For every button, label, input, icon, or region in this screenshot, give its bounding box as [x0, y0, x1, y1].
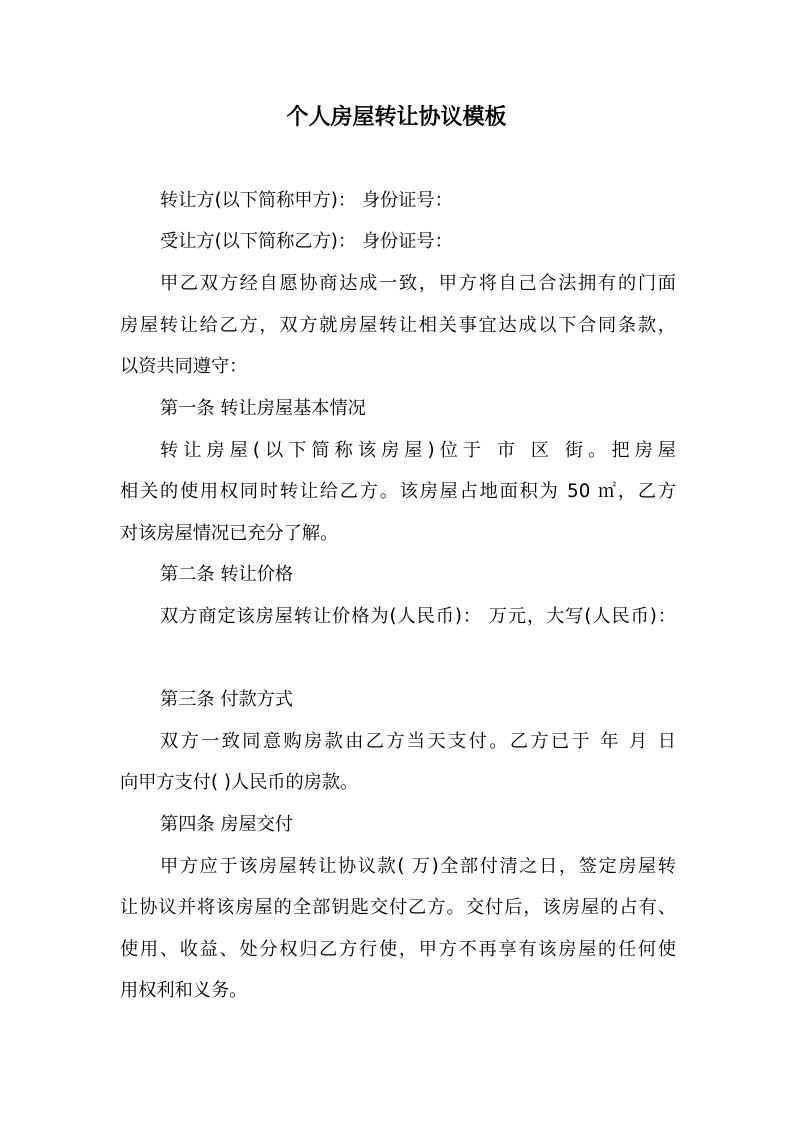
paragraph-line: 甲方应于该房屋转让协议款( 万)全部付清之日，签定房屋转: [160, 856, 676, 877]
paragraph-line: 双方商定该房屋转让价格为(人民币)： 万元，大写(人民币)：: [160, 606, 676, 627]
transferee-line: 受让方(以下简称乙方)： 身份证号：: [160, 231, 453, 252]
article-3-heading: 第三条 付款方式: [160, 689, 294, 710]
paragraph-line: 向甲方支付( )人民币的房款。: [120, 772, 359, 793]
paragraph-line: 房屋转让给乙方，双方就房屋转让相关事宜达成以下合同条款，: [120, 315, 676, 336]
paragraph-line: 双方一致同意购房款由乙方当天支付。乙方已于 年 月 日: [160, 731, 676, 752]
paragraph-line: 甲乙双方经自愿协商达成一致，甲方将自己合法拥有的门面: [160, 273, 676, 294]
article-1-heading: 第一条 转让房屋基本情况: [160, 398, 366, 419]
article-2-heading: 第二条 转让价格: [160, 564, 294, 585]
paragraph-line: 用权利和义务。: [120, 980, 248, 1001]
paragraph-line: 转让房屋(以下简称该房屋)位于 市 区 街。把房屋: [160, 440, 676, 461]
paragraph-line: 相关的使用权同时转让给乙方。该房屋占地面积为 50 ㎡，乙方: [120, 481, 676, 502]
paragraph-line: 使用、收益、处分权归乙方行使，甲方不再享有该房屋的任何使: [120, 939, 676, 960]
transferor-line: 转让方(以下简称甲方)： 身份证号：: [160, 190, 453, 211]
paragraph-line: 以资共同遵守：: [120, 356, 248, 377]
paragraph-line: 对该房屋情况已充分了解。: [120, 523, 339, 544]
paragraph-line: 让协议并将该房屋的全部钥匙交付乙方。交付后，该房屋的占有、: [120, 897, 676, 918]
document-title: 个人房屋转让协议模板: [286, 105, 507, 130]
article-4-heading: 第四条 房屋交付: [160, 814, 294, 835]
